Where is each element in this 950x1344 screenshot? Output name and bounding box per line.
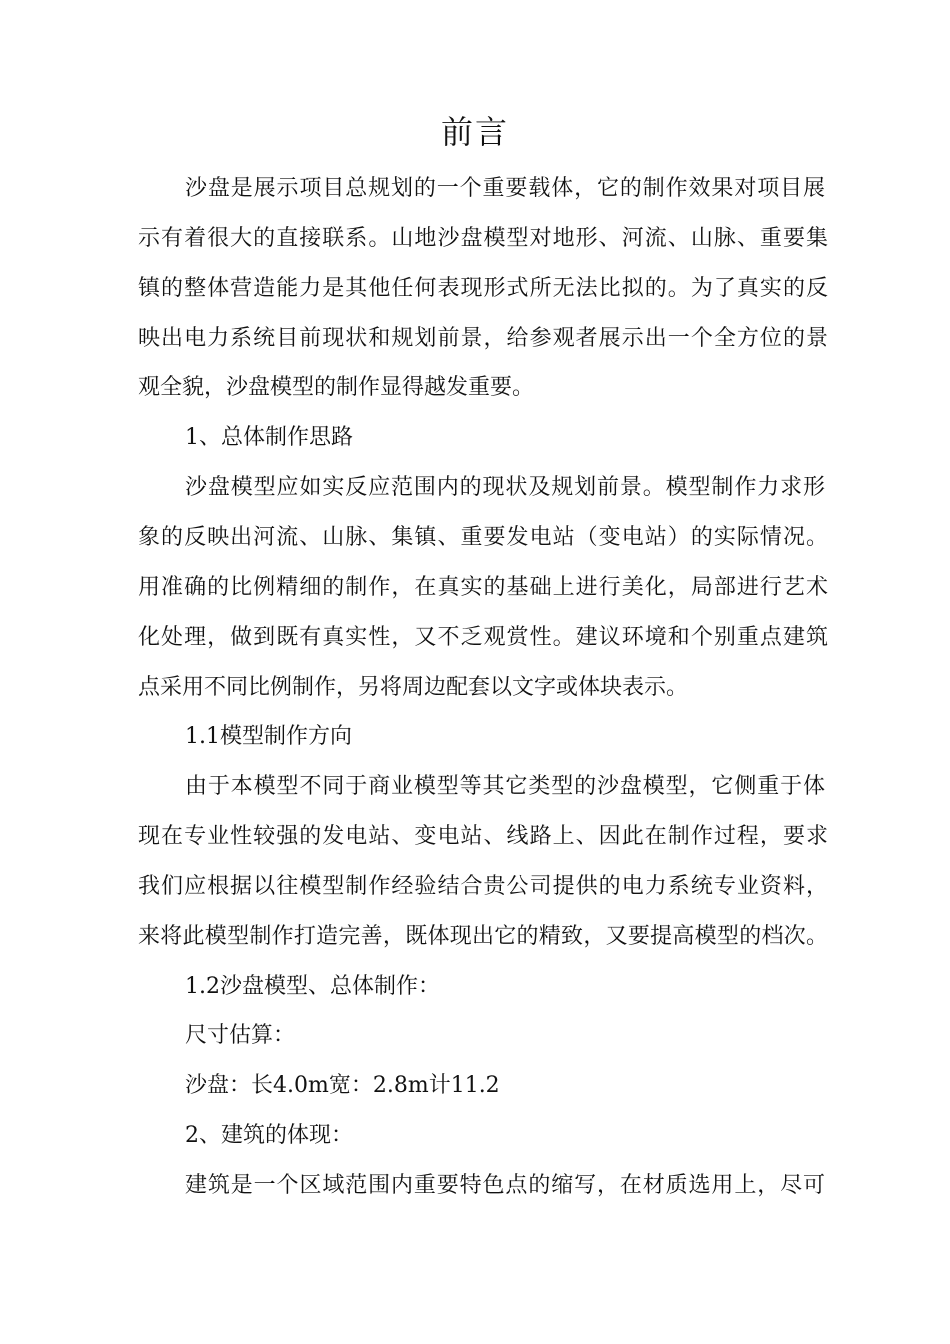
paragraph-line: 象的反映出河流、山脉、集镇、重要发电站（变电站）的实际情况。 — [138, 525, 828, 550]
paragraph-line: 用准确的比例精细的制作，在真实的基础上进行美化，局部进行艺术 — [138, 575, 828, 600]
section-heading: 1、总体制作思路 — [185, 425, 353, 450]
paragraph-line: 沙盘是展示项目总规划的一个重要载体，它的制作效果对项目展 — [185, 176, 825, 201]
paragraph-line: 尺寸估算： — [185, 1023, 296, 1048]
paragraph-line: 建筑是一个区域范围内重要特色点的缩写，在材质选用上，尽可 — [185, 1173, 825, 1198]
paragraph-line: 来将此模型制作打造完善，既体现出它的精致，又要提高模型的档次。 — [138, 924, 828, 949]
paragraph-line: 沙盘：长4.0m宽：2.8m计11.2 — [185, 1073, 500, 1098]
section-heading: 1.2沙盘模型、总体制作： — [185, 974, 440, 999]
page-title: 前言 — [440, 113, 509, 151]
paragraph-line: 我们应根据以往模型制作经验结合贵公司提供的电力系统专业资料， — [138, 874, 828, 899]
section-heading: 1.1模型制作方向 — [185, 724, 352, 749]
paragraph-line: 点采用不同比例制作，另将周边配套以文字或体块表示。 — [138, 675, 689, 700]
section-heading: 2、建筑的体现： — [185, 1123, 353, 1148]
paragraph-line: 示有着很大的直接联系。山地沙盘模型对地形、河流、山脉、重要集 — [138, 226, 828, 251]
paragraph-line: 由于本模型不同于商业模型等其它类型的沙盘模型，它侧重于体 — [185, 774, 825, 799]
paragraph-line: 镇的整体营造能力是其他任何表现形式所无法比拟的。为了真实的反 — [138, 276, 828, 301]
paragraph-line: 化处理，做到既有真实性，又不乏观赏性。建议环境和个别重点建筑 — [138, 625, 828, 650]
paragraph-line: 观全貌，沙盘模型的制作显得越发重要。 — [138, 375, 535, 400]
paragraph-line: 映出电力系统目前现状和规划前景，给参观者展示出一个全方位的景 — [138, 326, 828, 351]
paragraph-line: 现在专业性较强的发电站、变电站、线路上、因此在制作过程，要求 — [138, 824, 828, 849]
paragraph-line: 沙盘模型应如实反应范围内的现状及规划前景。模型制作力求形 — [185, 475, 825, 500]
